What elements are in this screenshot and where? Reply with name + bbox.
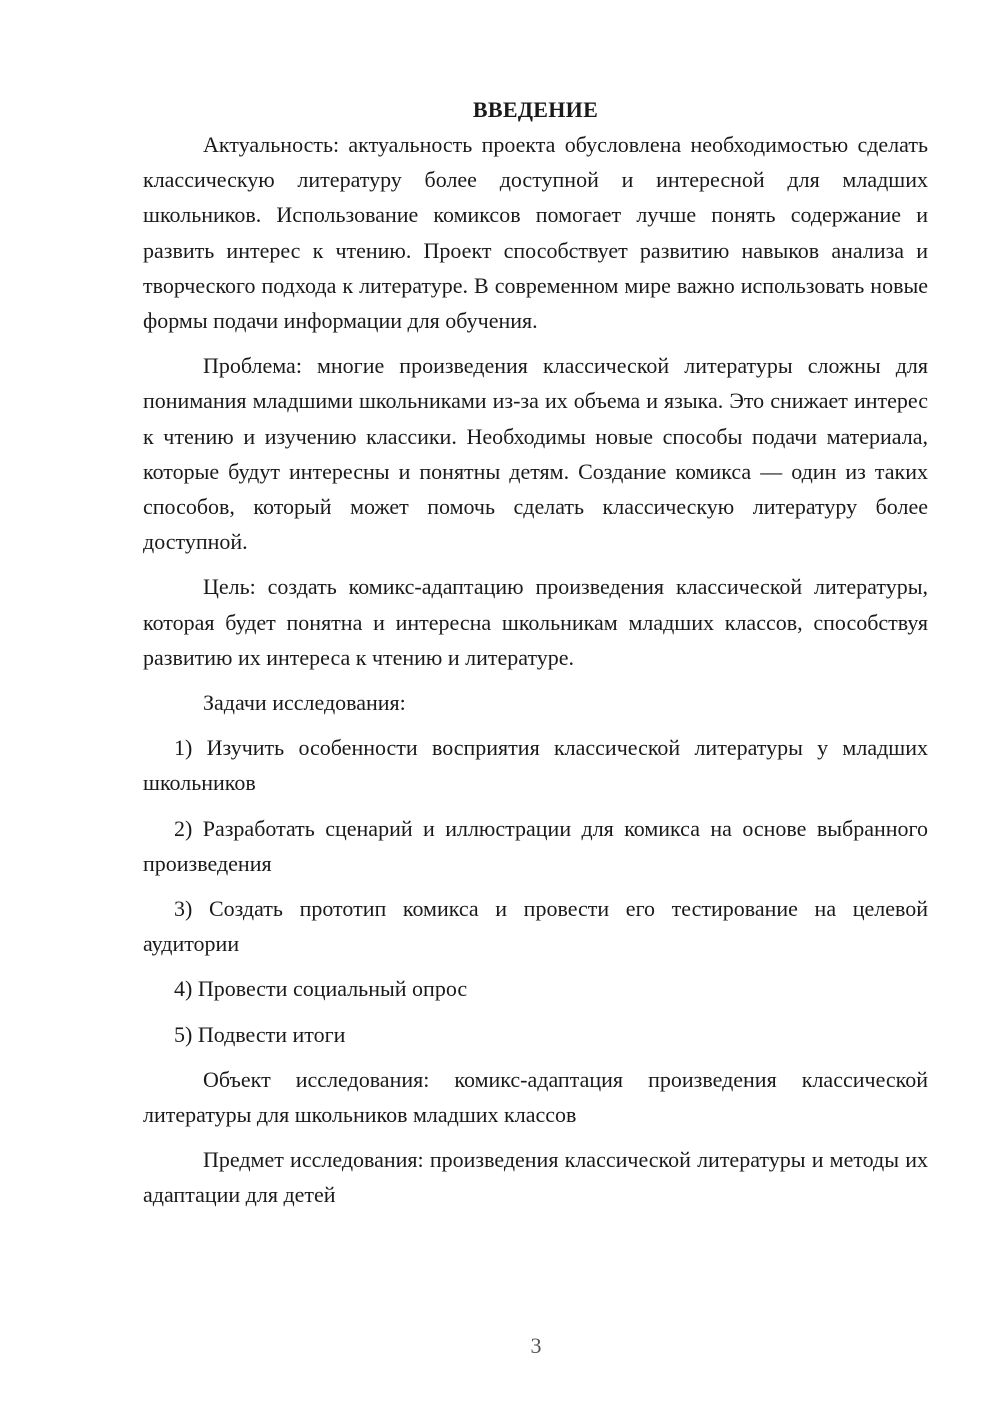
tasks-heading: Задачи исследования: <box>203 690 406 716</box>
object-paragraph: Объект исследования: комикс-адаптация произведения классической литературы для школьников младших классов <box>143 1066 928 1128</box>
page-number: 3 <box>530 1333 542 1358</box>
task-item: 3) Создать прототип комикса и провести его тестирование на целевой аудитории <box>143 896 928 957</box>
page-title: ВВЕДЕНИЕ <box>472 97 599 122</box>
subject-paragraph: Предмет исследования: произведения классической литературы и методы их адаптации для детей <box>143 1147 928 1208</box>
task-item: 1) Изучить особенности восприятия классической литературы у младших школьников <box>143 735 928 796</box>
relevance-paragraph: Актуальность: актуальность проекта обусловлена необходимостью сделать классическую литературу более доступной и интересной для младших школьников. Использование комиксов помогает лучше понять содержание и развить интерес к чтению. Проект способствует развитию навыков анализа и творческого подхода к литературе. В современном мире важно использовать новые формы подачи информации для обучения. <box>143 132 928 334</box>
document-page <box>143 92 928 1223</box>
task-item: 5) Подвести итоги <box>174 1021 346 1047</box>
goal-paragraph: Цель: создать комикс-адаптацию произведения классической литературы, которая будет понятна и интересна школьникам младших классов, способствуя развитию их интереса к чтению и литературе. <box>143 574 928 670</box>
problem-paragraph: Проблема: многие произведения классической литературы сложны для понимания младшими школьниками из-за их объема и языка. Это снижает интерес к чтению и изучению классики. Необходимы новые способы подачи материала, которые будут интересны и понятны детям. Создание комикса — один из таких способов, который может помочь сделать классическую литературу более доступной. <box>143 353 928 555</box>
task-item: 4) Провести социальный опрос <box>174 976 468 1002</box>
task-item: 2) Разработать сценарий и иллюстрации для комикса на основе выбранного произведения <box>143 815 928 876</box>
